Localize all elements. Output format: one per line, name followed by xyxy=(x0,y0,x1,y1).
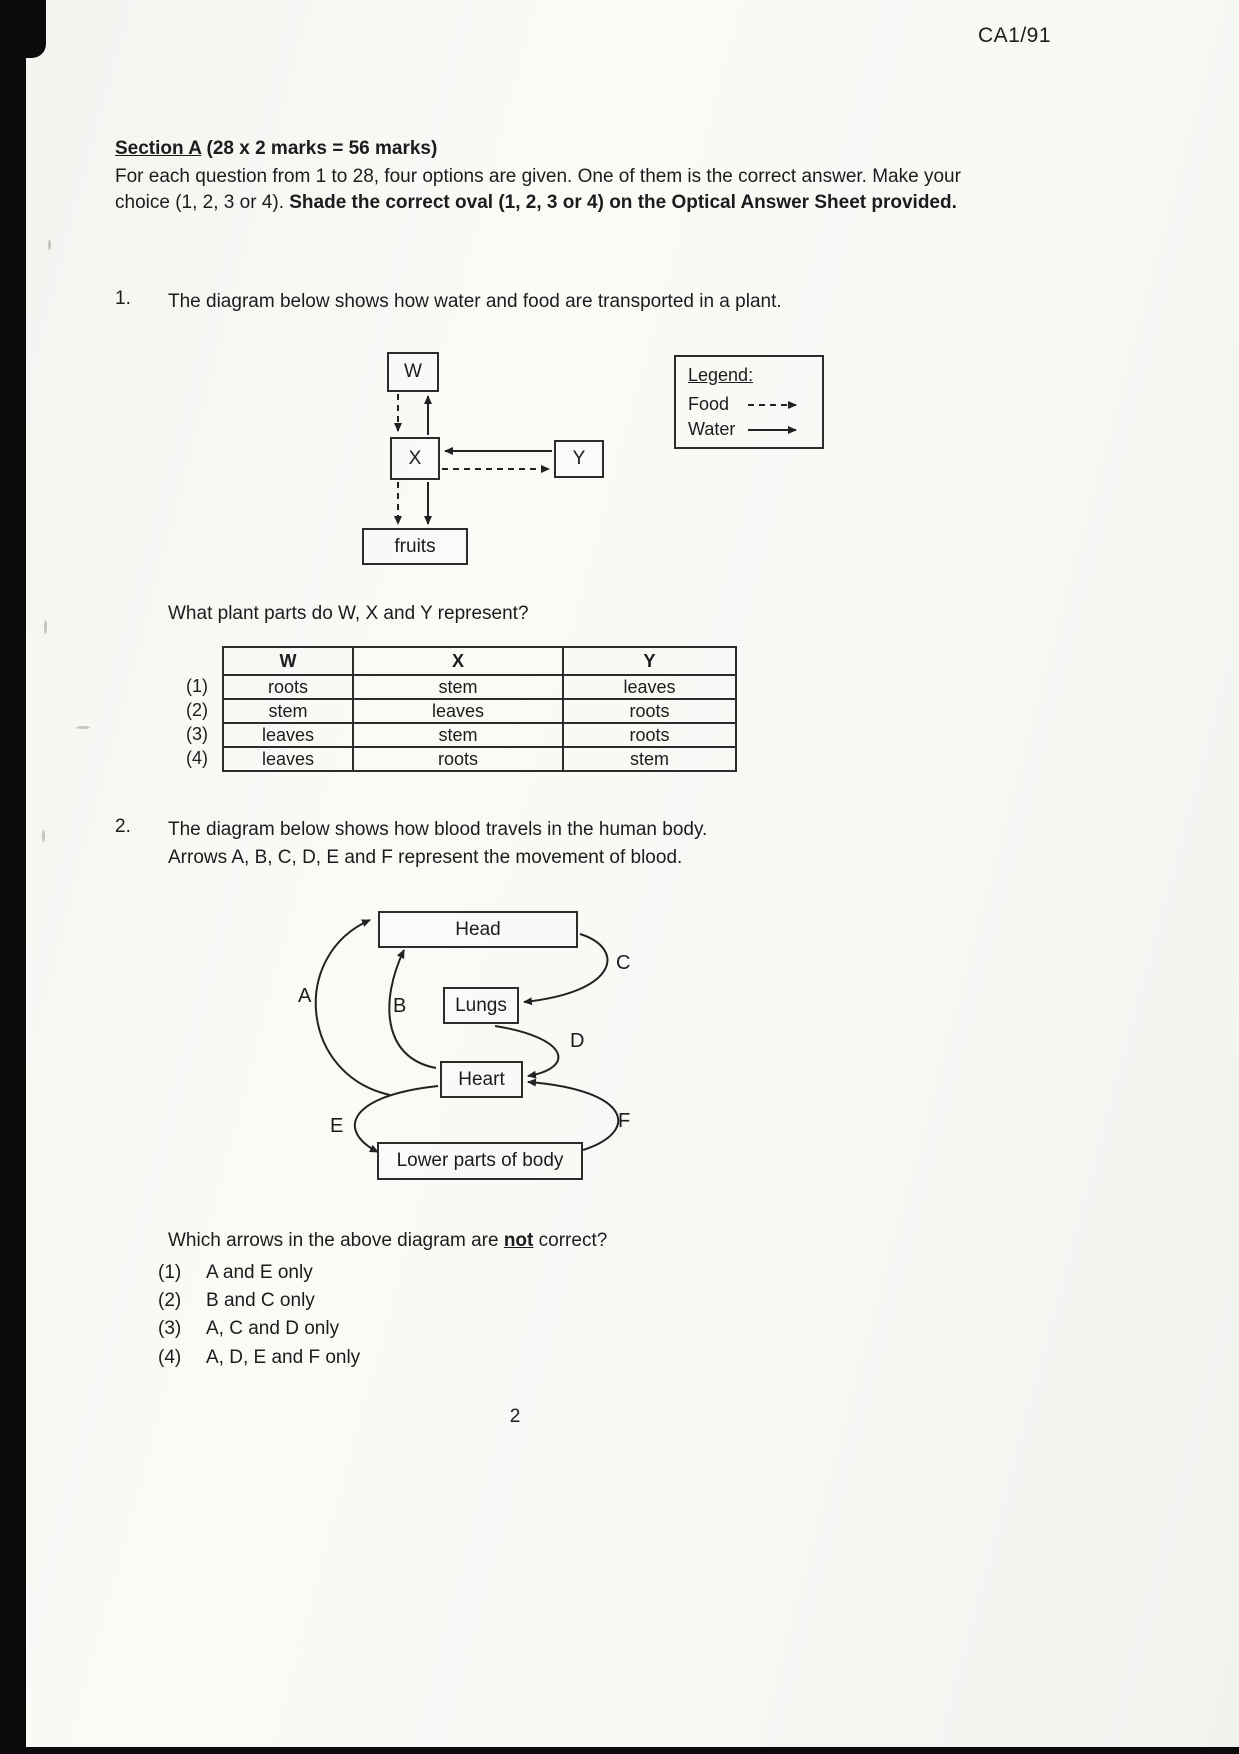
table-row xyxy=(223,699,736,723)
q2-option-4 xyxy=(158,1347,360,1369)
q2-text-line1: The diagram below shows how blood travels in the human body. xyxy=(168,819,708,840)
table-row xyxy=(223,723,736,747)
table-cell: stem xyxy=(353,723,563,747)
legend-box xyxy=(674,355,824,449)
arrow-label-a: A xyxy=(298,985,312,1007)
table-row xyxy=(223,675,736,699)
legend-food-row xyxy=(688,394,810,415)
legend-water-label: Water xyxy=(688,419,736,439)
table-cell: roots xyxy=(563,723,736,747)
q1-option-numbers xyxy=(186,646,222,770)
body-box-head: Head xyxy=(378,911,578,948)
table-cell: leaves xyxy=(223,723,353,747)
table-header-w: W xyxy=(223,647,353,675)
scan-edge-left xyxy=(0,0,26,1754)
q1-option-num-1: (1) xyxy=(186,676,208,696)
q2-option-2-text: B and C only xyxy=(206,1290,315,1311)
table-cell: stem xyxy=(563,747,736,771)
q1-option-num-2: (2) xyxy=(186,700,208,720)
arrow-label-d: D xyxy=(570,1030,585,1052)
section-title xyxy=(115,138,963,160)
scan-noise xyxy=(42,830,45,842)
q2-option-3-text: A, C and D only xyxy=(206,1318,340,1339)
q2-option-1-text: A and E only xyxy=(206,1262,313,1283)
q1-subquestion: What plant parts do W, X and Y represent? xyxy=(168,603,529,624)
table-cell: roots xyxy=(563,699,736,723)
q2-question-prefix: Which arrows in the above diagram are xyxy=(168,1230,504,1251)
q2-text-line2: Arrows A, B, C, D, E and F represent the movement of blood. xyxy=(168,847,683,868)
q2-option-2-num: (2) xyxy=(158,1290,182,1311)
q2-text xyxy=(168,816,828,872)
scan-edge-corner xyxy=(0,0,46,58)
table-cell: roots xyxy=(223,675,353,699)
q2-question-suffix: correct? xyxy=(533,1230,608,1251)
section-title-marks: (28 x 2 marks = 56 marks) xyxy=(201,138,438,159)
body-box-heart: Heart xyxy=(440,1061,523,1098)
q2-option-1-num: (1) xyxy=(158,1262,182,1283)
instructions-normal: For each question from 1 to 28, four options are given. One of them is the correct answer. Make your choice (1, 2, 3 or 4). xyxy=(115,166,961,213)
q1-text: The diagram below shows how water and food are transported in a plant. xyxy=(168,291,782,312)
q1-answer-table-area xyxy=(186,646,737,772)
q2-option-1 xyxy=(158,1262,313,1284)
plant-box-w: W xyxy=(387,352,439,392)
plant-box-fruits: fruits xyxy=(362,528,468,565)
legend-water-row xyxy=(688,419,810,440)
q2-question-not: not xyxy=(503,1230,534,1251)
arrow-label-e: E xyxy=(330,1115,344,1137)
body-box-lower: Lower parts of body xyxy=(377,1142,583,1180)
table-header-y: Y xyxy=(563,647,736,675)
q2-option-3-num: (3) xyxy=(158,1318,182,1339)
scan-noise xyxy=(76,726,90,729)
table-header-row xyxy=(223,647,736,675)
q2-question xyxy=(168,1230,607,1252)
legend-title: Legend: xyxy=(688,365,754,385)
dashed-arrow-icon xyxy=(746,399,804,411)
table-cell: leaves xyxy=(223,747,353,771)
scan-edge-bottom xyxy=(0,1747,1239,1754)
arrow-f-path xyxy=(528,1082,618,1150)
body-box-lungs: Lungs xyxy=(443,987,519,1024)
table-header-x: X xyxy=(353,647,563,675)
solid-arrow-icon xyxy=(746,424,804,436)
plant-box-y: Y xyxy=(554,440,604,478)
q2-option-4-num: (4) xyxy=(158,1347,182,1368)
q2-number: 2. xyxy=(115,816,131,837)
scan-noise xyxy=(48,240,51,250)
scan-noise xyxy=(44,620,47,634)
q1-number: 1. xyxy=(115,288,131,309)
table-cell: stem xyxy=(223,699,353,723)
table-row xyxy=(223,747,736,771)
page-number: 2 xyxy=(509,1406,521,1427)
q2-option-3 xyxy=(158,1318,339,1340)
arrow-label-b: B xyxy=(393,995,407,1017)
instructions-bold: Shade the correct oval (1, 2, 3 or 4) on the Optical Answer Sheet provided. xyxy=(289,192,957,213)
q1-option-num-3: (3) xyxy=(186,724,208,744)
arrow-label-f: F xyxy=(618,1110,631,1132)
q2-option-2 xyxy=(158,1290,315,1312)
arrow-label-c: C xyxy=(616,952,631,974)
plant-diagram xyxy=(350,345,850,585)
table-cell: leaves xyxy=(353,699,563,723)
q2-option-4-text: A, D, E and F only xyxy=(206,1347,361,1368)
blood-diagram xyxy=(290,900,670,1200)
section-instructions xyxy=(115,164,963,216)
table-cell: leaves xyxy=(563,675,736,699)
q1-option-num-4: (4) xyxy=(186,748,208,768)
q1-table xyxy=(222,646,737,772)
legend-food-label: Food xyxy=(688,394,730,414)
table-cell: stem xyxy=(353,675,563,699)
table-cell: roots xyxy=(353,747,563,771)
plant-box-x: X xyxy=(390,437,440,480)
section-title-name: Section A xyxy=(115,138,202,159)
section-a-block xyxy=(115,138,963,216)
doc-code: CA1/91 xyxy=(978,24,1052,47)
